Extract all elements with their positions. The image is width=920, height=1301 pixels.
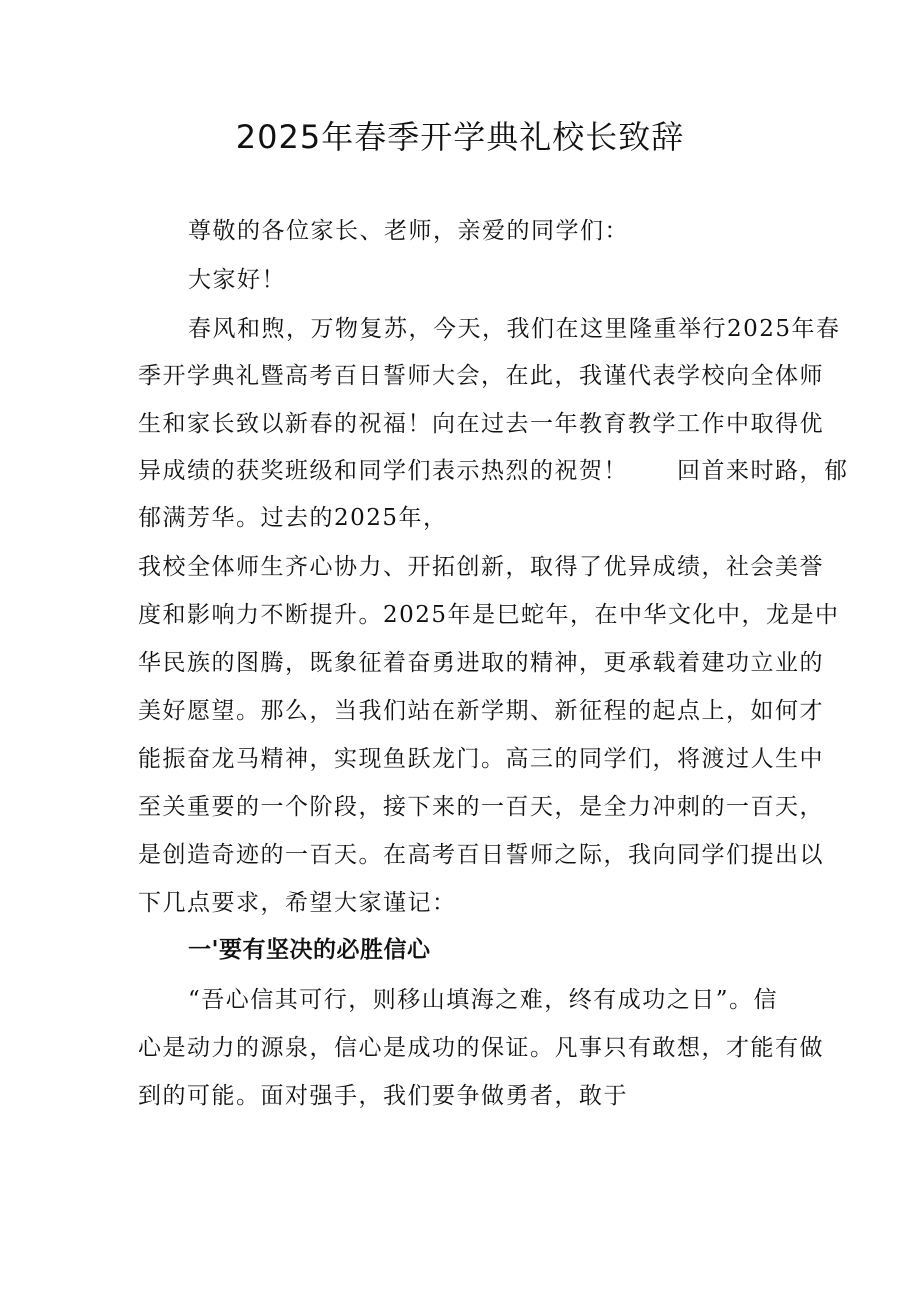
paragraph-line: 生和家长致以新春的祝福！向在过去一年教育教学工作中取得优 xyxy=(138,411,824,437)
paragraph-line: 度和影响力不断提升。2025年是巳蛇年，在中华文化中，龙是中 xyxy=(138,602,840,628)
paragraph-line: 美好愿望。那么，当我们站在新学期、新征程的起点上，如何才 xyxy=(138,698,824,724)
paragraph-line: 郁满芳华。过去的2025年， xyxy=(138,505,448,531)
paragraph-line: 异成绩的获奖班级和同学们表示热烈的祝贺！ 回首来时路，郁 xyxy=(138,458,849,484)
paragraph-line: 下几点要求，希望大家谨记： xyxy=(138,890,457,916)
paragraph-line: 是创造奇迹的一百天。在高考百日誓师之际，我向同学们提出以 xyxy=(138,842,824,868)
document-title: 2025年春季开学典礼校长致辞 xyxy=(235,118,685,156)
paragraph-line: 心是动力的源泉，信心是成功的保证。凡事只有敢想，才能有做 xyxy=(138,1035,824,1061)
greeting-line: 大家好！ xyxy=(188,267,286,293)
paragraph-line: 我校全体师生齐心协力、开拓创新，取得了优异成绩，社会美誉 xyxy=(138,554,824,580)
paragraph-line: “吾心信其可行，则移山填海之难，终有成功之日”。信 xyxy=(188,987,779,1013)
section-heading: 一'要有坚决的必胜信心 xyxy=(188,937,431,963)
paragraph-line: 能振奋龙马精神，实现鱼跃龙门。高三的同学们，将渡过人生中 xyxy=(138,746,824,772)
paragraph-line: 到的可能。面对强手，我们要争做勇者，敢于 xyxy=(138,1083,628,1109)
paragraph-line: 至关重要的一个阶段，接下来的一百天，是全力冲刺的一百天， xyxy=(138,794,824,820)
paragraph-line: 华民族的图腾，既象征着奋勇进取的精神，更承载着建功立业的 xyxy=(138,650,824,676)
paragraph-line: 季开学典礼暨高考百日誓师大会，在此，我谨代表学校向全体师 xyxy=(138,363,824,389)
paragraph-line: 春风和煦，万物复苏，今天，我们在这里隆重举行2025年春 xyxy=(188,316,841,342)
salutation-line: 尊敬的各位家长、老师，亲爱的同学们： xyxy=(188,218,629,244)
